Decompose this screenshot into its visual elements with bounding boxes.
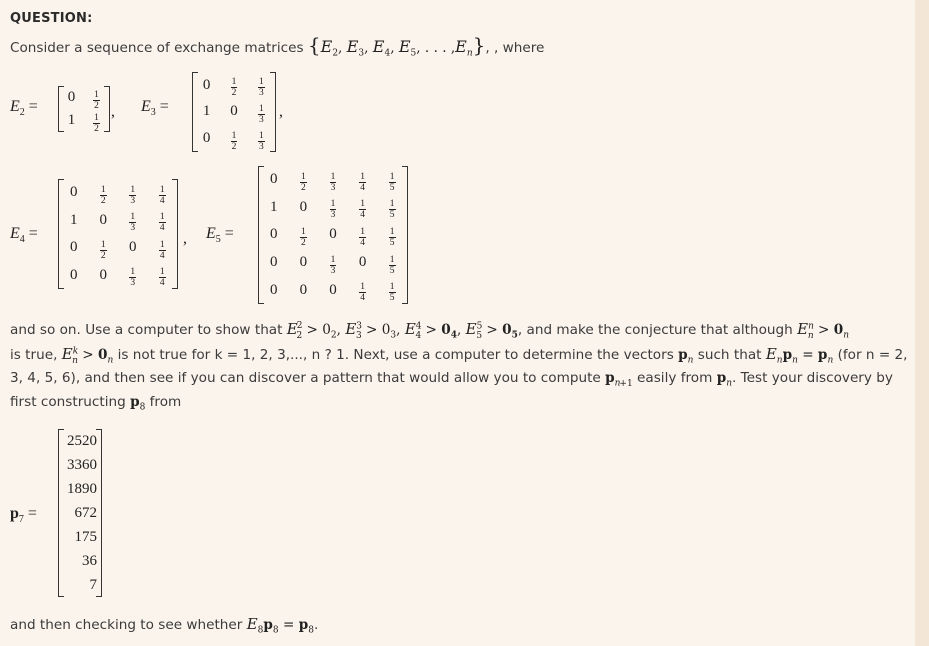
vector-entry: 36	[82, 553, 97, 569]
matrix-entry: $\frac{1}{4}$	[360, 171, 365, 193]
set-open-brace: {	[307, 33, 321, 57]
matrix-entry: $\frac{1}{4}$	[360, 282, 365, 304]
matrix-entry: 0	[70, 239, 78, 256]
matrix-entry: $\frac{1}{4}$	[159, 239, 165, 261]
vector-entry: 672	[74, 505, 97, 521]
body-line-3: 3, 4, 5, 6), and then see if you can discover a pattern that would allow you to compute $p_{n+1}$ easily from $p_n$. Test your discovery by	[10, 370, 893, 389]
set-e3-sub: 3	[358, 48, 365, 59]
body-l4-a: first constructing	[10, 394, 126, 410]
intro-text: Consider a sequence of exchange matrices	[10, 40, 304, 56]
matrix-entry: $\frac{1}{3}$	[258, 130, 264, 152]
matrix-entry: $\frac{1}{5}$	[389, 254, 395, 276]
matrix-row	[59, 262, 177, 290]
matrix-entry: $\frac{1}{2}$	[100, 184, 106, 206]
body-l1-a: and so on. Use a computer to show that	[10, 322, 283, 338]
matrix-entry: 0	[99, 211, 107, 228]
vector-entry: 2520	[67, 433, 97, 449]
matrix-entry: $\frac{1}{3}$	[330, 254, 336, 276]
body-line-1: and so on. Use a computer to show that $E^2_2 > 0_2$, $E^3_3 > 0_3$, $E^4_4 > 0_4$, $E^5_5 > 0_5$, and make the conjecture that although $E^n_n > 0_n$	[10, 320, 849, 341]
body-l2-b: is not true for k = 1, 2, 3,..., n ? 1. Next, use a computer to determine the vectors	[117, 347, 674, 363]
matrix-entry: 0	[270, 226, 278, 243]
matrix-entry: 1	[202, 103, 211, 120]
set-e4-sub: 4	[384, 48, 391, 59]
matrix-entry: 0	[299, 198, 308, 215]
matrix-row	[59, 109, 109, 132]
matrix-entry: $\frac{1}{5}$	[389, 171, 395, 193]
matrix-entry: 0	[67, 89, 76, 105]
set-e2: E	[320, 37, 333, 56]
matrix-row	[59, 207, 177, 235]
set-close-brace: }	[472, 33, 486, 57]
matrix-entry: $\frac{1}{3}$	[330, 199, 336, 221]
matrix-row	[59, 86, 109, 109]
matrix-entry: 0	[202, 76, 211, 93]
vector-p7	[58, 429, 102, 597]
matrix-e4	[58, 179, 178, 289]
matrix-row	[259, 249, 407, 277]
set-e2-sub: 2	[332, 48, 339, 59]
matrix-entry: $\frac{1}{2}$	[94, 89, 99, 111]
body-line-4: first constructing $p_8$ from	[10, 394, 182, 413]
e5-label: $E_5$ =	[206, 225, 234, 246]
set-e5: E	[398, 37, 411, 56]
matrix-entry: 0	[329, 226, 337, 243]
e4-label: $E_4$ =	[10, 225, 38, 246]
matrix-entry: $\frac{1}{5}$	[389, 199, 395, 221]
matrix-entry: $\frac{1}{3}$	[130, 212, 136, 234]
matrix-entry: 1	[67, 112, 76, 128]
intro-tail: , , where	[485, 40, 545, 56]
matrix-entry: $\frac{1}{4}$	[159, 267, 165, 289]
matrix-row	[259, 166, 407, 194]
set-en: E	[455, 37, 467, 56]
matrix-entry: $\frac{1}{4}$	[360, 226, 365, 248]
matrix-row	[193, 72, 275, 99]
vector-entry: 3360	[67, 457, 97, 473]
matrix-e2	[58, 86, 110, 132]
matrix-entry: 1	[70, 211, 78, 228]
body-l3-c: . Test your discovery by	[732, 370, 893, 386]
closing-tail: .	[313, 617, 319, 633]
set-dots: , . . . ,	[416, 40, 456, 56]
matrix-entry: $\frac{1}{3}$	[330, 171, 336, 193]
matrix-e3	[192, 72, 276, 152]
question-heading: QUESTION:	[10, 11, 93, 26]
matrix-entry: $\frac{1}{4}$	[159, 184, 165, 206]
matrix-row	[259, 276, 407, 304]
matrix-entry: $\frac{1}{2}$	[94, 112, 99, 134]
e2-label: $E_2$ =	[10, 98, 38, 119]
matrix-entry: 0	[270, 281, 278, 298]
matrix-row	[193, 125, 275, 152]
matrix-entry: $\frac{1}{2}$	[231, 77, 237, 99]
e3-label: $E_3$ =	[141, 98, 169, 119]
matrix-e5	[258, 166, 408, 304]
matrix-row	[59, 179, 177, 207]
p7-label: $p_7$ =	[10, 505, 37, 526]
matrix-entry: $\frac{1}{4}$	[159, 212, 165, 234]
closing-text: and then checking to see whether	[10, 617, 243, 633]
body-l3-b: easily from	[637, 370, 713, 386]
page-edge	[915, 0, 929, 646]
body-line-2: is true, $E^k_n > 0_n$ is not true for k = 1, 2, 3,..., n ? 1. Next, use a computer to determine the vectors $p_n$ such that $E_np_n = p_n$ (for n = 2,	[10, 345, 908, 366]
matrix-row	[259, 221, 407, 249]
matrix-entry: 0	[70, 184, 78, 201]
body-l3-a: 3, 4, 5, 6), and then see if you can discover a pattern that would allow you to compute	[10, 370, 601, 386]
matrix-entry: 1	[270, 198, 278, 215]
matrix-entry: 0	[230, 103, 238, 120]
matrix-entry: 0	[299, 281, 308, 298]
matrix-entry: $\frac{1}{2}$	[231, 130, 237, 152]
matrix-entry: 0	[129, 239, 137, 256]
body-l4-b: from	[149, 394, 182, 410]
closing-line: and then checking to see whether $E_8p_8 = p_8$.	[10, 615, 319, 636]
matrix-entry: 0	[329, 281, 337, 298]
body-l2-d: (for n = 2,	[837, 347, 908, 363]
matrix-entry: 0	[202, 130, 211, 147]
body-l2-a: is true,	[10, 347, 58, 363]
intro-line: Consider a sequence of exchange matrices {$E_2$, $E_3$, $E_4$, $E_5$, . . . $,E_n$}, , where	[10, 33, 545, 59]
matrix-entry: $\frac{1}{3}$	[258, 77, 264, 99]
matrix-entry: 0	[99, 266, 107, 283]
body-l1-b: , and make the conjecture that although	[517, 322, 793, 338]
matrix-row	[259, 194, 407, 222]
matrix-entry: $\frac{1}{3}$	[130, 267, 136, 289]
set-en-sub: n	[466, 48, 473, 59]
vector-entry: 1890	[67, 481, 97, 497]
matrix-entry: $\frac{1}{2}$	[301, 171, 306, 193]
matrix-entry: 0	[270, 254, 278, 271]
matrix-entry: 0	[270, 171, 278, 188]
matrix-entry: $\frac{1}{5}$	[389, 226, 395, 248]
set-e3: E	[346, 37, 359, 56]
body-l2-c: such that	[697, 347, 762, 363]
set-e5-sub: 5	[410, 48, 417, 59]
matrix-entry: 0	[70, 266, 78, 283]
vector-entry: 175	[74, 529, 97, 545]
matrix-entry: $\frac{1}{2}$	[301, 226, 306, 248]
matrix-entry: $\frac{1}{5}$	[389, 282, 395, 304]
matrix-entry: $\frac{1}{2}$	[100, 239, 106, 261]
matrix-entry: 0	[358, 254, 367, 271]
matrix-entry: $\frac{1}{4}$	[360, 199, 365, 221]
set-e4: E	[372, 37, 385, 56]
matrix-row	[59, 234, 177, 262]
matrix-row	[193, 99, 275, 126]
matrix-entry: 0	[299, 254, 308, 271]
matrix-entry: $\frac{1}{3}$	[258, 103, 264, 125]
matrix-entry: $\frac{1}{3}$	[130, 184, 136, 206]
vector-entry: 7	[89, 577, 97, 593]
